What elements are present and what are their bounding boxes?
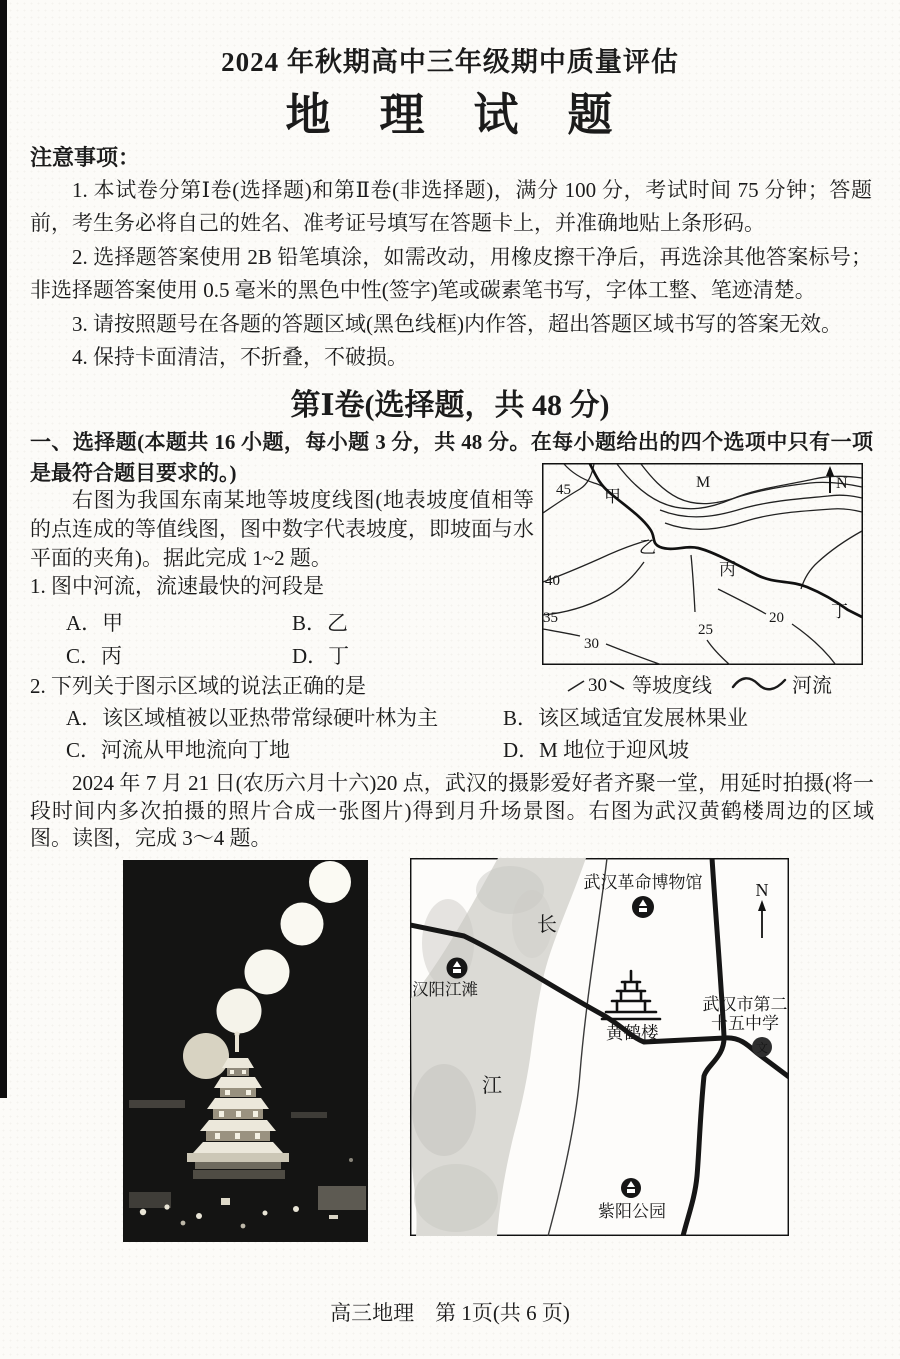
tower-window <box>225 1090 230 1095</box>
tower-roof <box>207 1098 269 1109</box>
museum-icon <box>632 896 654 918</box>
subject-title: 地 理 试 题 <box>285 90 615 140</box>
tower-window <box>255 1133 260 1139</box>
point-label-jia: 甲 <box>604 487 621 506</box>
tower-window <box>235 1133 240 1139</box>
river-shading <box>414 1164 498 1232</box>
notice-section <box>30 142 872 374</box>
contour-value-35: 35 <box>543 610 558 626</box>
moon <box>281 903 324 946</box>
light-dot <box>263 1211 268 1216</box>
moon <box>245 950 290 995</box>
light-dot <box>140 1209 146 1215</box>
river-label-bottom: 江 <box>482 1075 502 1097</box>
tower-window <box>230 1070 234 1074</box>
contour-line <box>660 495 862 517</box>
contour-value-45: 45 <box>556 482 571 498</box>
tower-spire <box>235 1036 239 1052</box>
notice-item-1: 1. 本试卷分第Ⅰ卷(选择题)和第Ⅱ卷(非选择题)，满分 100 分，考试时间 75 分钟；答题前，考生务必将自己的姓名、准考证号填写在答题卡上，并准确地贴上条形码。 <box>30 178 872 236</box>
question-2-stem: 2. 下列关于图示区域的说法正确的是 <box>30 674 366 698</box>
question-1-stem: 1. 图中河流，流速最快的河段是 <box>30 574 324 599</box>
contour-line <box>665 509 862 530</box>
tower-window <box>219 1111 224 1117</box>
notice-item-2: 2. 选择题答案使用 2B 铅笔填涂，如需改动，用橡皮擦干净后，再选涂其他答案标号；非选择题答案使用 0.5 毫米的黑色中性(签字)笔或碳素笔书写，字体工整、笔迹清楚。 <box>30 244 872 303</box>
river-shading <box>412 1064 476 1156</box>
school-label-line2: 十五中学 <box>711 1014 779 1033</box>
passage-1: 右图为我国东南某地等坡度线图(地表坡度值相等的点连成的等值线图，图中数字代表坡度，即坡面与水平面的夹角)。据此完成 1~2 题。 <box>30 488 534 570</box>
q2-option-b: B．该区域适宜发展林果业 <box>503 706 749 730</box>
question-column <box>30 486 534 673</box>
river-shading <box>422 899 474 987</box>
building-glow <box>318 1186 366 1210</box>
slope-map-figure <box>542 463 872 698</box>
contour-sample-value: 30 <box>588 674 607 696</box>
tower-window <box>242 1070 246 1074</box>
tower-finial <box>234 1031 239 1036</box>
tower-window <box>253 1111 258 1117</box>
north-label: N <box>836 475 848 492</box>
tower-window <box>215 1133 220 1139</box>
school-label-line1: 武汉市第二 <box>702 995 788 1014</box>
point-label-bing: 丙 <box>719 560 736 579</box>
north-arrow <box>826 466 848 493</box>
q1-option-d: D．丁 <box>292 644 350 669</box>
moonrise-photo <box>123 860 368 1242</box>
museum-label: 武汉革命博物馆 <box>583 873 703 892</box>
building-glow <box>129 1192 171 1208</box>
notice-item-4: 4. 保持卡面清洁，不折叠，不破损。 <box>72 345 408 370</box>
passage-2: 2024 年 7 月 21 日(农历六月十六)20 点，武汉的摄影爱好者齐聚一堂，用延时拍摄(将一段时间内多次拍摄的照片合成一张图片)得到月升场景图。右图为武汉黄鹤楼周边的区域图。读图，完成 3～4 题。 <box>30 771 874 851</box>
q1-option-b: B．乙 <box>292 611 349 636</box>
beach-label: 汉阳江滩 <box>412 980 478 999</box>
scan-edge-artifact <box>0 0 7 1098</box>
moonrise-photo-canvas <box>123 860 368 1242</box>
point-label-yi: 乙 <box>639 538 656 557</box>
contour-line <box>718 589 766 614</box>
river-label-top: 长 <box>537 914 557 936</box>
light-dot <box>293 1206 299 1212</box>
contour-line <box>792 624 836 665</box>
light-dot <box>329 1215 338 1219</box>
river-line <box>590 464 862 617</box>
contour-value-40: 40 <box>545 573 560 589</box>
q2-option-d: D．M 地位于迎风坡 <box>503 738 690 762</box>
moon <box>217 989 262 1034</box>
q1-option-c: C．丙 <box>66 644 123 669</box>
north-label: N <box>755 880 769 900</box>
question-2-block <box>30 670 874 853</box>
slope-map-canvas <box>542 463 863 665</box>
tower-base <box>187 1153 289 1162</box>
beach-icon <box>447 958 468 979</box>
q2-option-c: C．河流从甲地流向丁地 <box>66 738 291 762</box>
light-dot <box>241 1224 246 1229</box>
tower-roof <box>193 1142 283 1153</box>
school-icon-glyph: 文 <box>755 1041 769 1055</box>
contour-value-30: 30 <box>584 636 599 652</box>
park-label: 紫阳公园 <box>598 1202 666 1221</box>
question-2-options <box>30 702 874 766</box>
contour-line <box>543 629 580 636</box>
notice-heading: 注意事项： <box>30 145 141 170</box>
notice-item-3: 3. 请按照题号在各题的答题区域(黑色线框)内作答，超出答题区域书写的答案无效。 <box>72 311 842 336</box>
wuhan-map-canvas <box>410 858 789 1236</box>
contour-line <box>801 531 862 589</box>
light-streak <box>291 1112 327 1118</box>
tower-label: 黄鹤楼 <box>606 1023 659 1043</box>
contour-line <box>707 640 730 665</box>
contour-value-20: 20 <box>769 610 784 626</box>
building-glow <box>193 1170 285 1179</box>
light-dot <box>221 1198 230 1205</box>
mcq-instructions: 一、选择题(本题共 16 小题，每小题 3 分，共 48 分。在每小题给出的四个选项中只有一项是最符合题目要求的。) <box>30 430 873 485</box>
tower-roof <box>214 1077 262 1088</box>
wuhan-map-figure <box>410 858 789 1236</box>
contour-line <box>617 464 862 509</box>
page-footer: 高三地理 第 1页(共 6 页) <box>330 1301 570 1325</box>
q2-option-a: A．该区域植被以亚热带常绿硬叶林为主 <box>66 706 439 730</box>
tower-roof <box>200 1120 276 1131</box>
light-dot <box>181 1221 186 1226</box>
north-arrow-head <box>826 466 834 476</box>
night-sky <box>123 860 368 1242</box>
question-1-options <box>30 607 534 673</box>
point-label-m: M <box>696 474 711 491</box>
tower-platform <box>195 1162 281 1169</box>
moon-dim <box>183 1033 229 1079</box>
light-dot <box>164 1204 169 1209</box>
tower-window <box>246 1090 251 1095</box>
q1-option-a: A．甲 <box>66 611 124 636</box>
legend-river-label: 河流 <box>792 675 832 697</box>
light-streak <box>129 1100 185 1108</box>
exam-session-title: 2024 年秋期高中三年级期中质量评估 <box>221 47 679 77</box>
contour-value-25: 25 <box>698 622 713 638</box>
point-label-ding: 丁 <box>831 602 848 621</box>
moon <box>309 861 351 903</box>
part1-heading: 第Ⅰ卷(选择题，共 48 分) <box>290 389 610 422</box>
contour-line <box>606 644 662 665</box>
legend-contour-label: 等坡度线 <box>632 675 712 697</box>
light-dot <box>196 1213 202 1219</box>
light-dot <box>349 1158 353 1162</box>
tower-window <box>236 1111 241 1117</box>
contour-line <box>691 555 695 612</box>
